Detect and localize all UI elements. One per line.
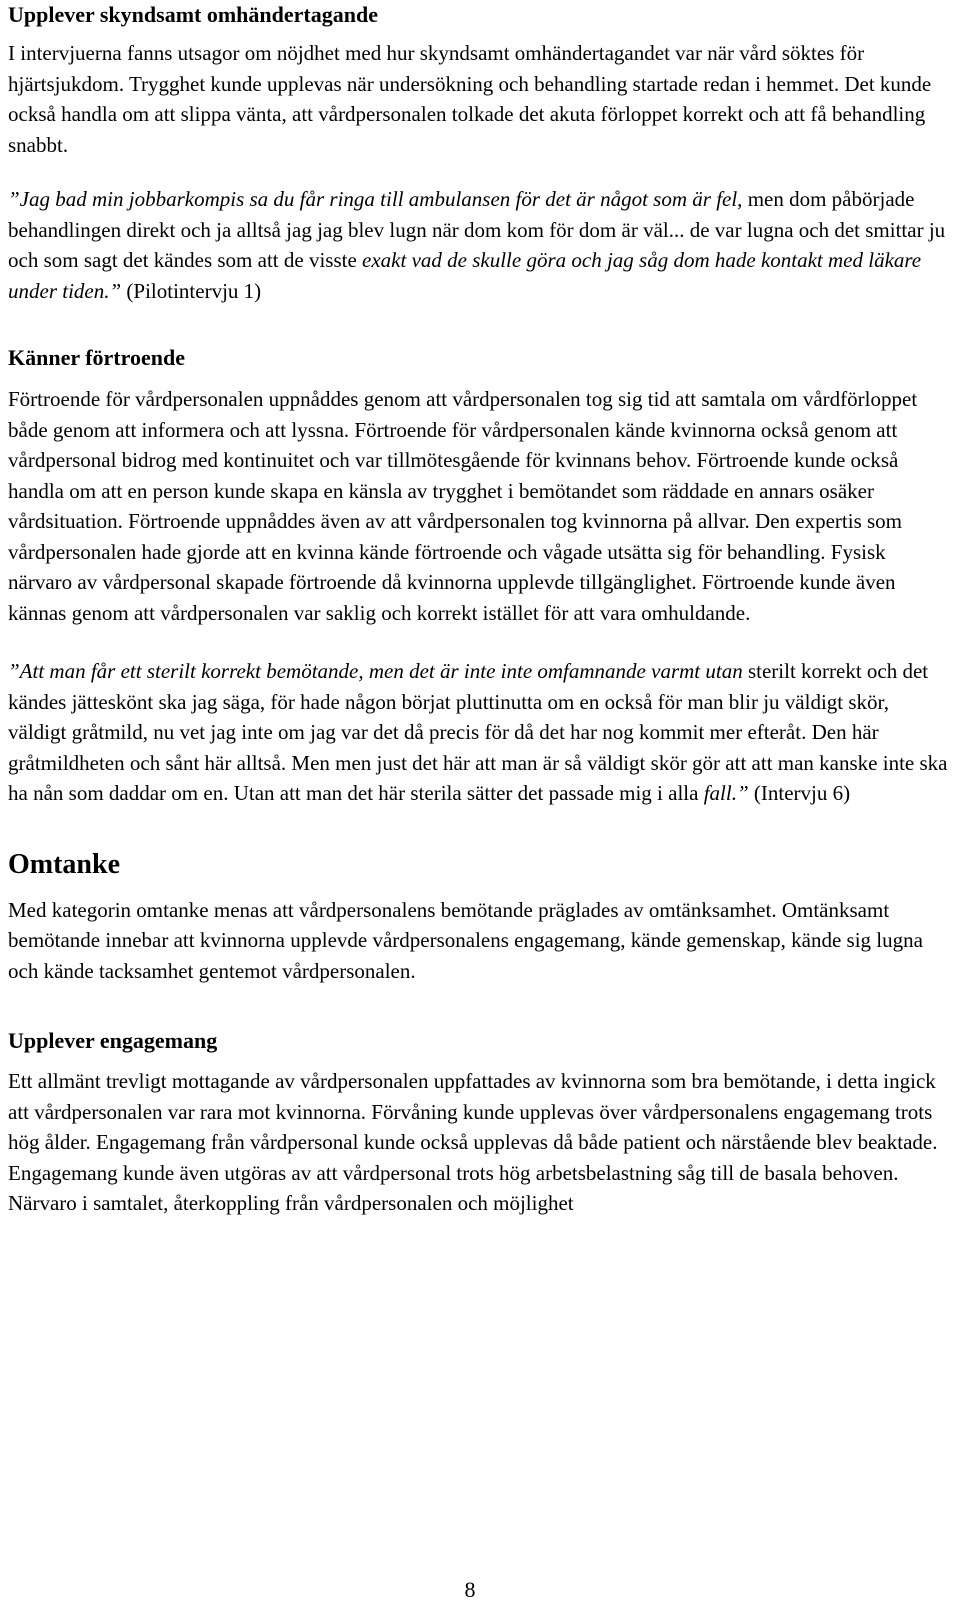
- page-number: 8: [464, 1577, 476, 1602]
- quote-source: (Intervju 6): [748, 781, 851, 805]
- quote-intervju-6: [8, 656, 948, 809]
- paragraph-engagemang: Ett allmänt trevligt mottagande av vårdpersonalen uppfattades av kvinnorna som bra bemötande, i detta ingick att vårdpersonalen var rara mot kvinnorna. Förvåning kunde upplevas över vårdpersonalens engagemang trots hög ålder. Engagemang från vårdpersonal kunde också upplevas då både patient och närstående blev beaktade. Engagemang kunde även utgöras av att vårdpersonal trots hög arbetsbelastning såg till de basala behoven. Närvaro i samtalet, återkoppling från vårdpersonalen och möjlighet: [8, 1069, 938, 1215]
- quote-italic-end: fall.”: [703, 781, 749, 805]
- quote-plain-middle: sterilt korrekt och det kändes jätteskönt ska jag säga, för hade någon börjat pluttinutta om en också för man blir ju väldigt skör, väldigt gråtmild, nu vet jag inte om jag var det då precis för då det har nog kommit mer efteråt. Den här gråtmildheten och sånt här alltså. Men men just det här att man är så väldigt skör gör att att man kanske inte ska ha nån som daddar om en. Utan att man det här sterila sätter det passade mig i alla: [8, 659, 948, 805]
- quote-italic-start: ”Jag bad min jobbarkompis sa du får ringa till ambulansen för det är något som är fel,: [8, 187, 743, 211]
- paragraph-fortroende: Förtroende för vårdpersonalen uppnåddes genom att vårdpersonalen tog sig tid att samtala om vårdförloppet både genom att informera och att lyssna. Förtroende för vårdpersonalen kände kvinnorna också genom att vårdpersonal bidrog med kontinuitet och var tillmötesgående för kvinnans behov. Förtroende kunde också handla om att en person kunde skapa en känsla av trygghet i bemötandet som räddade en annars osäker vårdsituation. Förtroende uppnåddes även av att vårdpersonalen tog kvinnorna på allvar. Den expertis som vårdpersonalen hade gjorde att en kvinna kände förtroende och vågade utsätta sig för behandling. Fysisk närvaro av vårdpersonal skapade förtroende då kvinnorna upplevde tillgänglighet. Förtroende kunde även kännas genom att vårdpersonalen var saklig och korrekt istället för att vara omhuldande.: [8, 387, 918, 625]
- section-heading-skyndsamt: Upplever skyndsamt omhändertagande: [8, 2, 378, 27]
- quote-italic-end: exakt vad de skulle göra och jag såg dom hade kontakt med läkare under tiden.”: [8, 248, 922, 303]
- quote-source: (Pilotintervju 1): [121, 278, 262, 303]
- document-page: [8, 0, 948, 1219]
- section-heading-fortroende: Känner förtroende: [8, 345, 185, 370]
- section-heading-omtanke: Omtanke: [8, 848, 120, 880]
- paragraph-omtanke: Med kategorin omtanke menas att vårdpersonalens bemötande präglades av omtänksamhet. Omtänksamt bemötande innebar att kvinnorna upplevde vårdpersonalens engagemang, kände gemenskap, kände sig lugna och kände tacksamhet gentemot vårdpersonalen.: [8, 897, 923, 983]
- quote-italic-start: ”Att man får ett sterilt korrekt bemötande, men det är inte inte omfamnande varmt utan: [8, 659, 743, 683]
- paragraph-skyndsamt: I intervjuerna fanns utsagor om nöjdhet med hur skyndsamt omhändertagandet var när vård söktes för hjärtsjukdom. Trygghet kunde upplevas när undersökning och behandling startade redan i hemmet. Det kunde också handla om att slippa vänta, att vårdpersonalen tolkade det akuta förloppet korrekt och att få behandling snabbt.: [8, 41, 932, 157]
- quote-plain-middle: men dom påbörjade behandlingen direkt och ja alltså jag jag blev lugn när dom kom för dom är väl... de var lugna och det smittar ju och som sagt det kändes som att de visste: [8, 187, 946, 272]
- quote-pilotintervju: [8, 184, 948, 306]
- section-heading-engagemang: Upplever engagemang: [8, 1028, 218, 1053]
